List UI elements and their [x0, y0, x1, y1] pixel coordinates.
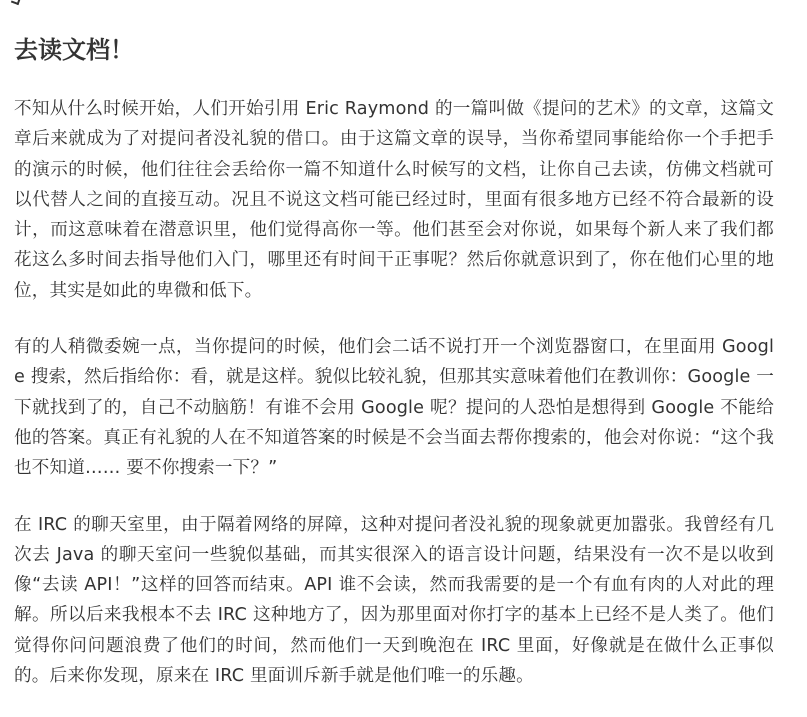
section-heading: 去读文档！	[14, 36, 134, 64]
paragraph-2: 有的人稍微委婉一点，当你提问的时候，他们会二话不说打开一个浏览器窗口，在里面用 Google 搜索，然后指给你：看，就是这样。貌似比较礼貌，但那其实意味着他们在教训你：Google 一下就找到了的，自己不动脑筋！有谁不会用 Google 呢？提问的人恐怕是想得到 Google 不能给他的答案。真正有礼貌的人在不知道答案的时候是不会当面去帮你搜索的，他会对你说：“这个我也不知道…… 要不你搜索一下？”	[14, 337, 774, 479]
article	[14, 30, 774, 717]
paragraph-3: 在 IRC 的聊天室里，由于隔着网络的屏障，这种对提问者没礼貌的现象就更加嚣张。我曾经有几次去 Java 的聊天室问一些貌似基础，而其实很深入的语言设计问题，结果没有一次不是以收到像“去读 API！”这样的回答而结束。API 谁不会读，然而我需要的是一个有血有肉的人对此的理解。所以后来我根本不去 IRC 这种地方了，因为那里面对你打字的基本上已经不是人类了。他们觉得你问问题浪费了他们的时间，然而他们一天到晚泡在 IRC 里面，好像就是在做什么正事似的。后来你发现，原来在 IRC 里面训斥新手就是他们唯一的乐趣。	[14, 514, 774, 687]
paragraph-1: 不知从什么时候开始，人们开始引用 Eric Raymond 的一篇叫做《提问的艺术》的文章，这篇文章后来就成为了对提问者没礼貌的借口。由于这篇文章的误导，当你希望同事能给你一个手把手的演示的时候，他们往往会丢给你一篇不知道什么时候写的文档，让你自己去读，仿佛文档就可以代替人之间的直接互动。况且不说这文档可能已经过时，里面有很多地方已经不符合最新的设计，而这意味着在潜意识里，他们觉得高你一等。他们甚至会对你说，如果每个新人来了我们都花这么多时间去指导他们入门，哪里还有时间干正事呢？然后你就意识到了，你在他们心里的地位，其实是如此的卑微和低下。	[14, 99, 774, 301]
clipped-glyph-fragment	[11, 0, 21, 5]
